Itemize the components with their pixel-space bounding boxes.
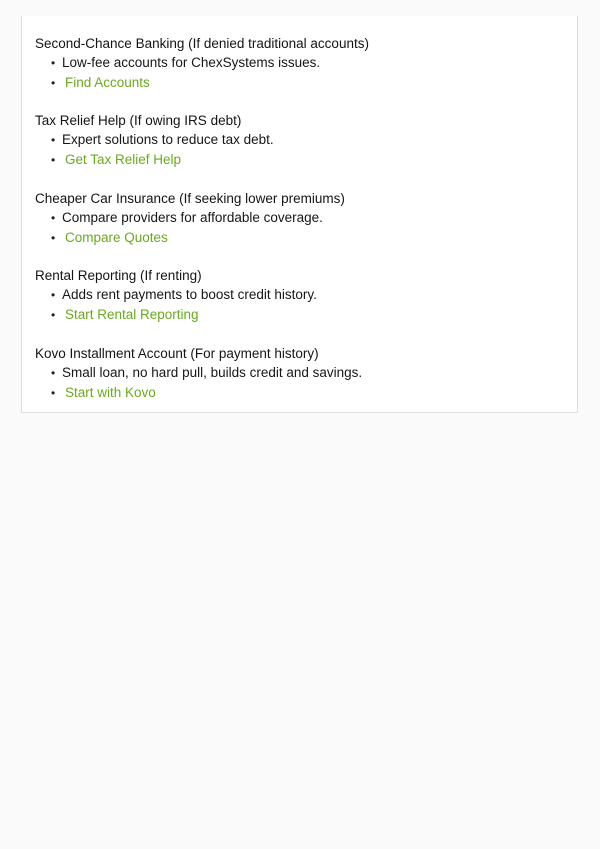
bullet-icon: • xyxy=(51,307,56,322)
section-description: Low-fee accounts for ChexSystems issues. xyxy=(62,55,321,71)
list-item xyxy=(35,286,565,304)
section-title: Rental Reporting (If renting) xyxy=(35,268,202,283)
section-description: Adds rent payments to boost credit history. xyxy=(62,287,317,303)
bullet-icon: • xyxy=(51,230,56,245)
bullet-icon: • xyxy=(51,385,56,400)
start-with-kovo-link[interactable]: Start with Kovo xyxy=(65,384,156,400)
list-item xyxy=(35,209,565,227)
section-description: Expert solutions to reduce tax debt. xyxy=(62,132,274,148)
list-item xyxy=(35,74,565,92)
get-tax-relief-help-link[interactable]: Get Tax Relief Help xyxy=(65,151,182,167)
bullet-icon: • xyxy=(51,288,56,303)
section-description: Compare providers for affordable coverage. xyxy=(62,210,323,226)
section-cheaper-car-insurance xyxy=(35,190,565,247)
start-rental-reporting-link[interactable]: Start Rental Reporting xyxy=(65,306,199,322)
bullet-icon: • xyxy=(51,75,56,90)
list-item xyxy=(35,364,565,382)
list-item xyxy=(35,131,565,149)
section-second-chance-banking xyxy=(35,35,565,92)
section-kovo-installment-account xyxy=(35,345,565,402)
bullet-icon: • xyxy=(51,211,56,226)
compare-quotes-link[interactable]: Compare Quotes xyxy=(65,229,168,245)
bullet-icon: • xyxy=(51,152,56,167)
section-title: Tax Relief Help (If owing IRS debt) xyxy=(35,113,242,128)
section-tax-relief-help xyxy=(35,112,565,169)
list-item xyxy=(35,229,565,247)
list-item xyxy=(35,151,565,169)
section-rental-reporting xyxy=(35,267,565,324)
bullet-icon: • xyxy=(51,56,56,71)
list-item xyxy=(35,306,565,324)
section-title: Cheaper Car Insurance (If seeking lower premiums) xyxy=(35,191,345,206)
section-title: Second-Chance Banking (If denied traditional accounts) xyxy=(35,36,369,51)
recommendations-card xyxy=(21,16,578,413)
bullet-icon: • xyxy=(51,133,56,148)
bullet-icon: • xyxy=(51,366,56,381)
section-description: Small loan, no hard pull, builds credit and savings. xyxy=(62,365,363,381)
section-title: Kovo Installment Account (For payment history) xyxy=(35,346,319,361)
list-item xyxy=(35,384,565,402)
find-accounts-link[interactable]: Find Accounts xyxy=(65,74,150,90)
list-item xyxy=(35,54,565,72)
